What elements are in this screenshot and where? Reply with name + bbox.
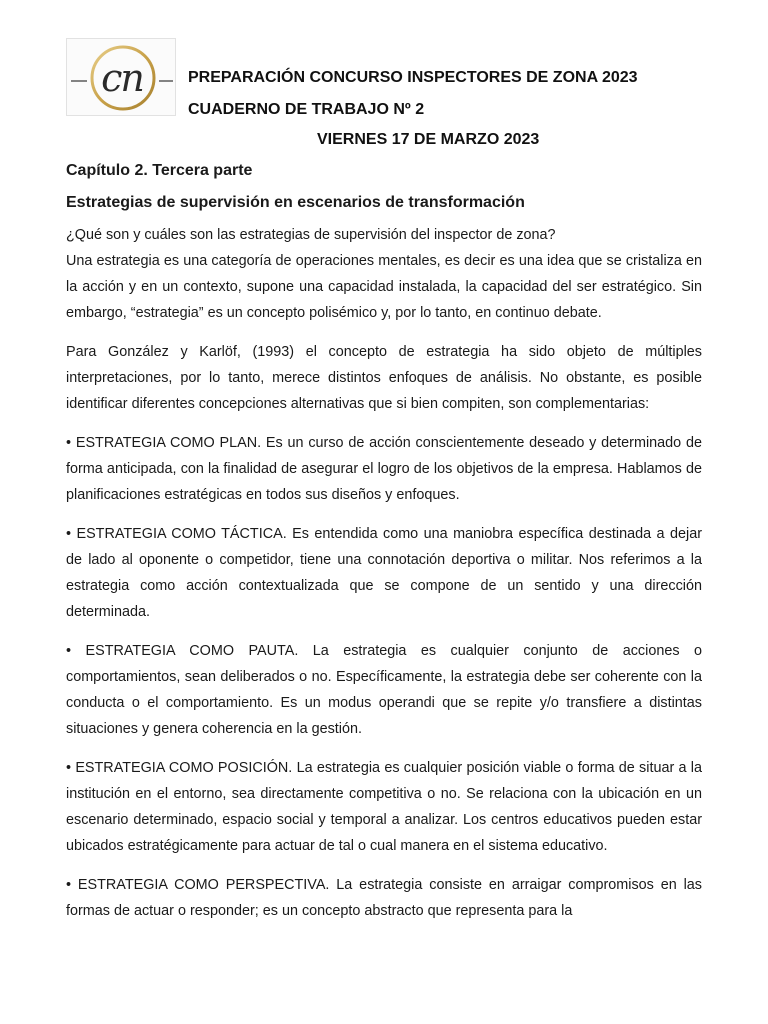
question-paragraph: ¿Qué son y cuáles son las estrategias de supervisión del inspector de zona? <box>66 227 556 243</box>
bullet-strategy-tactic: • ESTRATEGIA COMO TÁCTICA. Es entendida como una maniobra específica destinada a dejar de lado al oponente o competidor, tiene una connotación deportiva o militar. Nos referimos a la estrategia como acción contextualizada que se compone de un sentido y una dirección determinada. <box>66 526 702 620</box>
header-workbook: CUADERNO DE TRABAJO Nº 2 <box>188 101 425 118</box>
logo <box>66 38 176 116</box>
header-title: PREPARACIÓN CONCURSO INSPECTORES DE ZONA 2023 <box>188 69 638 86</box>
paragraph-gonzalez-karlof: Para González y Karlöf, (1993) el concepto de estrategia ha sido objeto de múltiples interpretaciones, por lo tanto, merece distintos enfoques de análisis. No obstante, es posible identificar diferentes concepciones alternativas que si bien compiten, son complementarias: <box>66 344 702 412</box>
bullet-strategy-plan: • ESTRATEGIA COMO PLAN. Es un curso de acción conscientemente deseado y determinado de forma anticipada, con la finalidad de asegurar el logro de los objetivos de la empresa. Hablamos de planificaciones estratégicas en todos sus diseños y enfoques. <box>66 435 702 503</box>
section-heading: Estrategias de supervisión en escenarios de transformación <box>66 194 525 211</box>
chapter-heading: Capítulo 2. Tercera parte <box>66 162 253 179</box>
bullet-strategy-perspective: • ESTRATEGIA COMO PERSPECTIVA. La estrategia consiste en arraigar compromisos en las formas de actuar o responder; es un concepto abstracto que representa para la <box>66 877 702 919</box>
bullet-strategy-position: • ESTRATEGIA COMO POSICIÓN. La estrategia es cualquier posición viable o forma de situar a la institución en el entorno, sea directamente competitiva o no. Se relaciona con la ubicación en un escenario determinado, espacio social y temporal a analizar. Los centros educativos pueden estar ubicados estratégicamente para actuar de tal o cual manera en el sistema educativo. <box>66 760 702 854</box>
header-date: VIERNES 17 DE MARZO 2023 <box>317 131 540 148</box>
paragraph-definition: Una estrategia es una categoría de operaciones mentales, es decir es una idea que se cristaliza en la acción y en un contexto, supone una capacidad instalada, la capacidad del ser estratégico. Sin embargo, “estrategia” es un concepto polisémico y, por lo tanto, en continuo debate. <box>66 253 702 321</box>
logo-lettering: cn <box>101 56 143 100</box>
bullet-strategy-pattern: • ESTRATEGIA COMO PAUTA. La estrategia es cualquier conjunto de acciones o comportamientos, sean deliberados o no. Específicamente, la estrategia debe ser coherente con la conducta o el comportamiento. Es un modus operandi que se repite y/o transfiere a distintas situaciones y genera coherencia en la gestión. <box>66 643 702 737</box>
document-body <box>66 160 702 937</box>
